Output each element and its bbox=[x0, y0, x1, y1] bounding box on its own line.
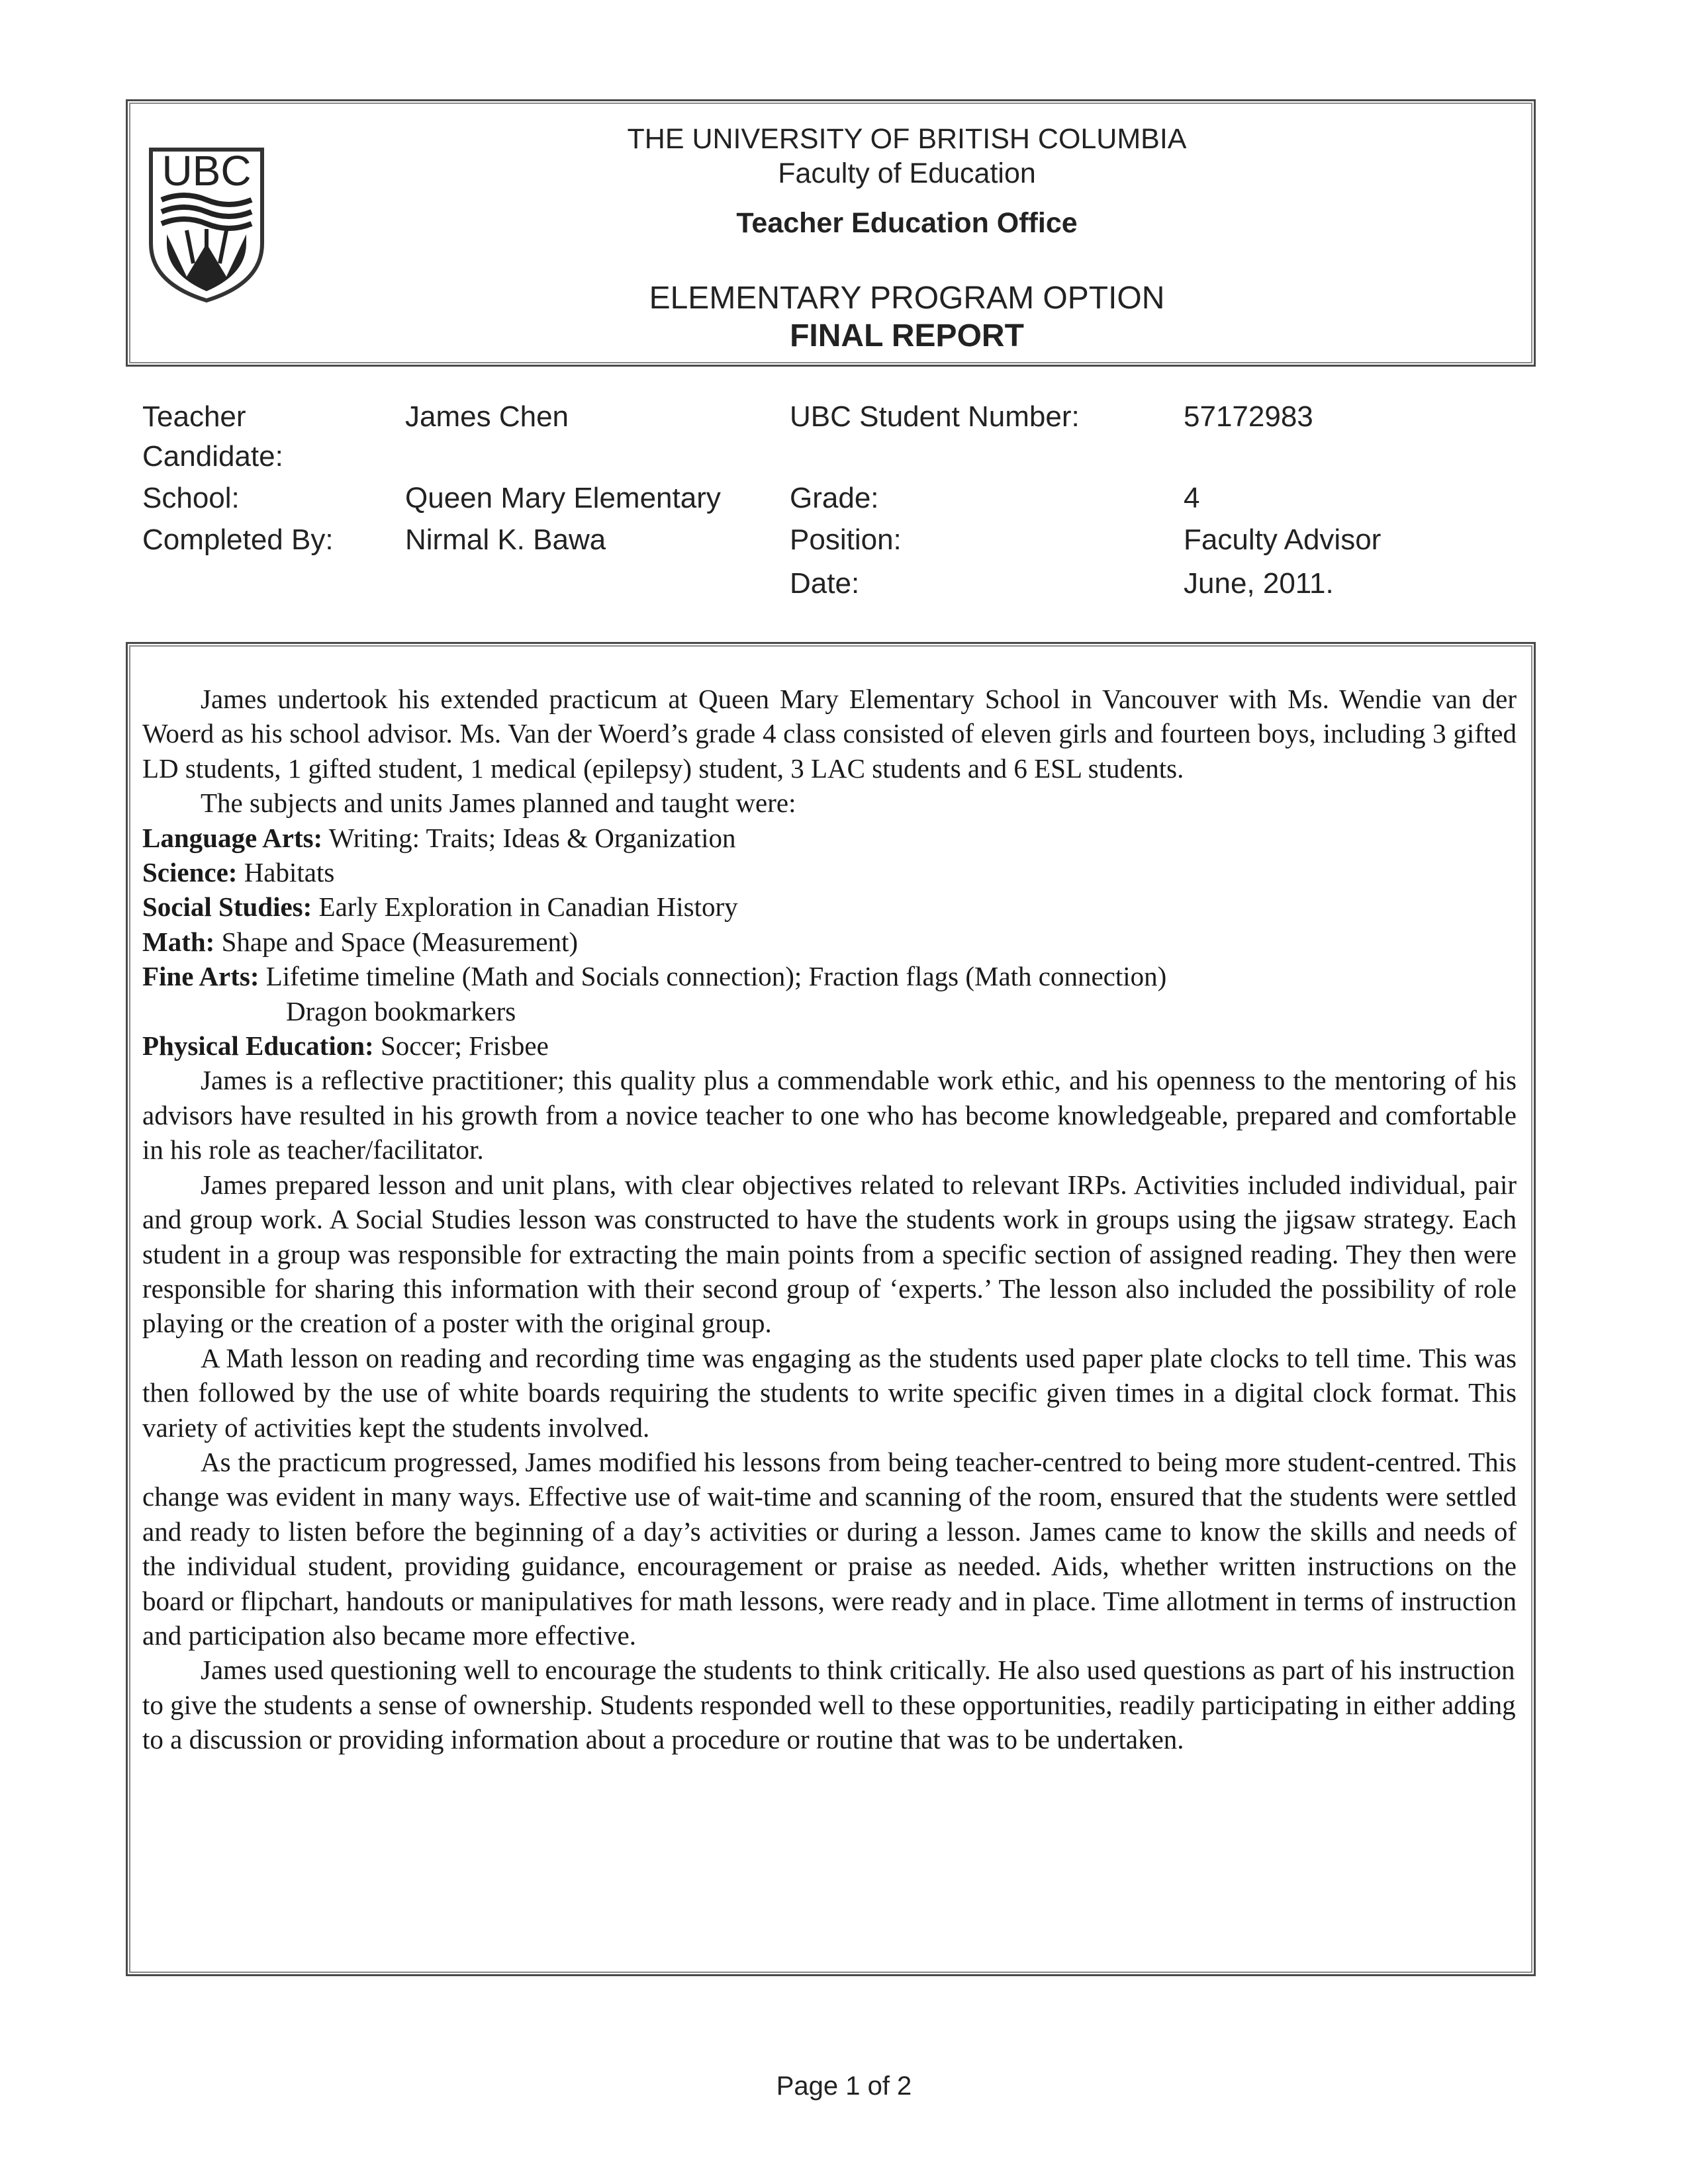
university-name: THE UNIVERSITY OF BRITISH COLUMBIA bbox=[627, 123, 1187, 155]
subject-language-arts: Language Arts: Writing: Traits; Ideas & Organization bbox=[142, 822, 736, 853]
school-value: Queen Mary Elementary bbox=[405, 482, 721, 514]
candidate-value: James Chen bbox=[405, 400, 569, 433]
completed-by-label: Completed By: bbox=[142, 523, 334, 556]
grade-label: Grade: bbox=[790, 482, 879, 514]
paragraph-math-lesson: A Math lesson on reading and recording time was engaging as the students used paper plate clocks to tell time. This was then followed by the use of white boards requiring the students to write specific given times in a digital clock format. This variety of activities kept the students involved. bbox=[142, 1342, 1517, 1443]
student-number-value: 57172983 bbox=[1184, 400, 1313, 433]
paragraph-questioning: James used questioning well to encourage the students to think critically. He also used questions as part of his instruction to give the students a sense of ownership. Students responded well to these opportunities, readily participating in either adding to a discussion or providing information about a procedure or routine that was to be undertaken. bbox=[142, 1655, 1516, 1755]
report-text bbox=[142, 682, 1517, 1757]
subject-physical-education: Physical Education: Soccer; Frisbee bbox=[142, 1030, 549, 1062]
report-title: FINAL REPORT bbox=[790, 318, 1024, 353]
student-number-label: UBC Student Number: bbox=[790, 400, 1080, 433]
paragraph-progress: As the practicum progressed, James modified his lessons from being teacher-centred to being more student-centred. This change was evident in many ways. Effective use of wait-time and scanning of the room, ensured that the students were settled and ready to listen before the beginning of a day’s activities or during a lesson. James came to know the skills and needs of the individual student, providing guidance, encouragement or praise as needed. Aids, whether written instructions on the board or flipchart, handouts or manipulatives for math lessons, were ready and in place. Time allotment in terms of instruction and participation also became more effective. bbox=[142, 1446, 1517, 1651]
faculty-name: Faculty of Education bbox=[778, 158, 1036, 189]
page-number: Page 1 of 2 bbox=[776, 2071, 912, 2101]
school-label: School: bbox=[142, 482, 240, 514]
date-label: Date: bbox=[790, 567, 860, 600]
paragraph-reflective: James is a reflective practitioner; this quality plus a commendable work ethic, and his openness to the mentoring of his advisors have resulted in his growth from a novice teacher to one who has become knowledgeable, prepared and comfortable in his role as teacher/facilitator. bbox=[142, 1065, 1517, 1165]
paragraph-planning: James prepared lesson and unit plans, with clear objectives related to relevant IRPs. Activities included individual, pair and group work. A Social Studies lesson was constructed to have the students work in groups using the jigsaw strategy. Each student in a group was responsible for extracting the main points from a specific section of assigned reading. They then were responsible for sharing this information with their second group of ‘experts.’ The lesson also included the possibility of role playing or the creation of a poster with the original group. bbox=[142, 1169, 1517, 1339]
subject-fine-arts: Fine Arts: Lifetime timeline (Math and Socials connection); Fraction flags (Math connection) bbox=[142, 961, 1167, 992]
office-name: Teacher Education Office bbox=[736, 207, 1078, 239]
subject-science: Science: Habitats bbox=[142, 857, 335, 888]
paragraph-context: James undertook his extended practicum at Queen Mary Elementary School in Vancouver with Ms. Wendie van der Woerd as his school advisor. Ms. Van der Woerd’s grade 4 class consisted of eleven girls and fourteen boys, including 3 gifted LD students, 1 gifted student, 1 medical (epilepsy) student, 3 LAC students and 6 ESL students. bbox=[142, 684, 1517, 784]
subject-math: Math: Shape and Space (Measurement) bbox=[142, 926, 579, 957]
ubc-crest-logo bbox=[147, 144, 266, 303]
subject-social-studies: Social Studies: Early Exploration in Canadian History bbox=[142, 891, 738, 923]
candidate-label: Teacher Candidate: bbox=[142, 400, 283, 473]
grade-value: 4 bbox=[1184, 482, 1200, 514]
paragraph-subjects-intro: The subjects and units James planned and taught were: bbox=[201, 788, 796, 819]
date-value: June, 2011. bbox=[1184, 567, 1334, 600]
svg-text:UBC: UBC bbox=[162, 147, 252, 195]
program-name: ELEMENTARY PROGRAM OPTION bbox=[649, 281, 1165, 316]
position-label: Position: bbox=[790, 523, 902, 556]
subject-fine-arts-continued: Dragon bookmarkers bbox=[286, 995, 516, 1026]
completed-by-value: Nirmal K. Bawa bbox=[405, 523, 606, 556]
position-value: Faculty Advisor bbox=[1184, 523, 1382, 556]
